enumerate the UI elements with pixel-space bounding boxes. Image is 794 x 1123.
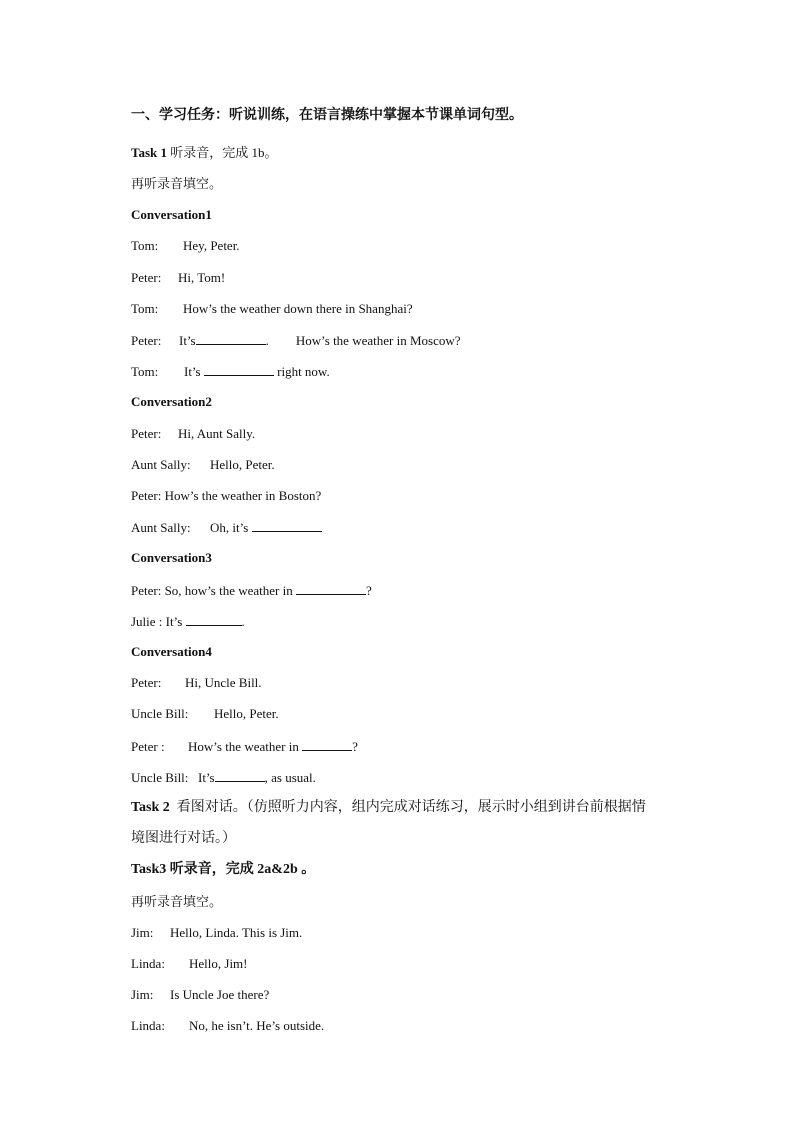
- task2-line-2: 境图进行对话。）: [131, 831, 236, 846]
- conversation3-title: Conversation3: [131, 550, 212, 565]
- relisten-instruction-1: 再听录音填空。: [131, 176, 223, 191]
- utterance-pre: Peter: So, how’s the weather in: [131, 583, 296, 598]
- conv1-line-1: [131, 238, 240, 254]
- utterance: Is Uncle Joe there?: [170, 987, 270, 1002]
- conv3-line-1: [131, 582, 372, 599]
- conv2-line-3: Peter: How’s the weather in Boston?: [131, 488, 322, 503]
- fill-blank[interactable]: [204, 363, 274, 376]
- speaker: Tom:: [131, 364, 159, 379]
- conv4-line-3: [131, 738, 358, 755]
- speaker: Peter:: [131, 675, 162, 690]
- utterance-pre: It’s: [184, 364, 204, 379]
- task3-line: Task3 听录音，完成 2a&2b 。: [131, 862, 316, 877]
- task1-text: 听录音，完成 1b。: [167, 145, 278, 160]
- utterance: Hi, Tom!: [178, 270, 226, 285]
- conversation2-title: Conversation2: [131, 394, 212, 409]
- speaker: Linda:: [131, 956, 165, 971]
- utterance: Hello, Peter.: [214, 706, 279, 721]
- speaker: Peter:: [131, 333, 162, 348]
- utterance-pre: Julie : It’s: [131, 614, 186, 629]
- utterance-post: ?: [352, 739, 358, 754]
- fill-blank[interactable]: [296, 582, 366, 595]
- conv1-line-3: [131, 301, 413, 317]
- conv2-line-2: [131, 457, 275, 473]
- utterance: Hello, Peter.: [210, 457, 275, 472]
- speaker: Tom:: [131, 238, 159, 253]
- utterance: How’s the weather down there in Shanghai?: [183, 301, 413, 316]
- speaker: Peter :: [131, 739, 165, 754]
- utterance-post: ?: [366, 583, 372, 598]
- utterance-post: , as usual.: [264, 770, 316, 785]
- utterance-pre: It’s: [198, 770, 215, 785]
- task1-label: Task 1: [131, 145, 168, 160]
- utterance-post: .: [241, 614, 245, 629]
- speaker: Tom:: [131, 301, 159, 316]
- utterance-post: right now.: [273, 364, 330, 379]
- dialog3-line-4: [131, 1018, 324, 1034]
- conv1-line-2: [131, 270, 225, 286]
- conversation1-title: Conversation1: [131, 207, 212, 222]
- speaker: Aunt Sally:: [131, 457, 191, 472]
- speaker: Peter:: [131, 426, 162, 441]
- fill-blank[interactable]: [302, 738, 352, 751]
- dialog3-line-3: [131, 987, 269, 1003]
- utterance: No, he isn’t. He’s outside.: [189, 1018, 325, 1033]
- task2-text: 看图对话。（仿照听力内容，组内完成对话练习，展示时小组到讲台前根据情: [169, 800, 646, 815]
- conv3-line-2: [131, 613, 245, 630]
- conv2-line-4: [131, 519, 322, 536]
- relisten-instruction-2: 再听录音填空。: [131, 894, 223, 909]
- speaker: Aunt Sally:: [131, 520, 191, 535]
- speaker: Jim:: [131, 987, 154, 1002]
- fill-blank[interactable]: [252, 519, 322, 532]
- conv1-line-4: [131, 332, 461, 349]
- conv1-line-5: [131, 363, 330, 380]
- utterance: Hello, Linda. This is Jim.: [170, 925, 303, 940]
- fill-blank[interactable]: [186, 613, 242, 626]
- speaker: Peter:: [131, 270, 162, 285]
- speaker: Jim:: [131, 925, 154, 940]
- conv4-line-1: [131, 675, 262, 691]
- utterance-pre: How’s the weather in: [188, 739, 303, 754]
- utterance: Hey, Peter.: [183, 238, 240, 253]
- utterance: Hello, Jim!: [189, 956, 248, 971]
- utterance-post: .: [265, 333, 269, 348]
- speaker: Uncle Bill:: [131, 770, 189, 785]
- fill-blank[interactable]: [215, 769, 265, 782]
- conv2-line-1: [131, 426, 255, 442]
- section-heading: 一、学习任务：听说训练，在语言操练中掌握本节课单词句型。: [131, 108, 523, 123]
- utterance: Hi, Uncle Bill.: [185, 675, 262, 690]
- speaker: Uncle Bill:: [131, 706, 189, 721]
- dialog3-line-1: [131, 925, 302, 941]
- dialog3-line-2: [131, 956, 248, 972]
- utterance: Hi, Aunt Sally.: [178, 426, 256, 441]
- task2-line-1: [131, 800, 646, 816]
- conversation4-title: Conversation4: [131, 644, 212, 659]
- task1-line: [131, 145, 278, 161]
- conv4-line-2: [131, 706, 279, 722]
- utterance-pre: Oh, it’s: [210, 520, 252, 535]
- utterance-2: How’s the weather in Moscow?: [295, 333, 461, 348]
- speaker: Linda:: [131, 1018, 165, 1033]
- task2-label: Task 2: [131, 800, 170, 815]
- conv4-line-4: [131, 769, 316, 786]
- utterance-pre: It’s: [179, 333, 196, 348]
- fill-blank[interactable]: [196, 332, 266, 345]
